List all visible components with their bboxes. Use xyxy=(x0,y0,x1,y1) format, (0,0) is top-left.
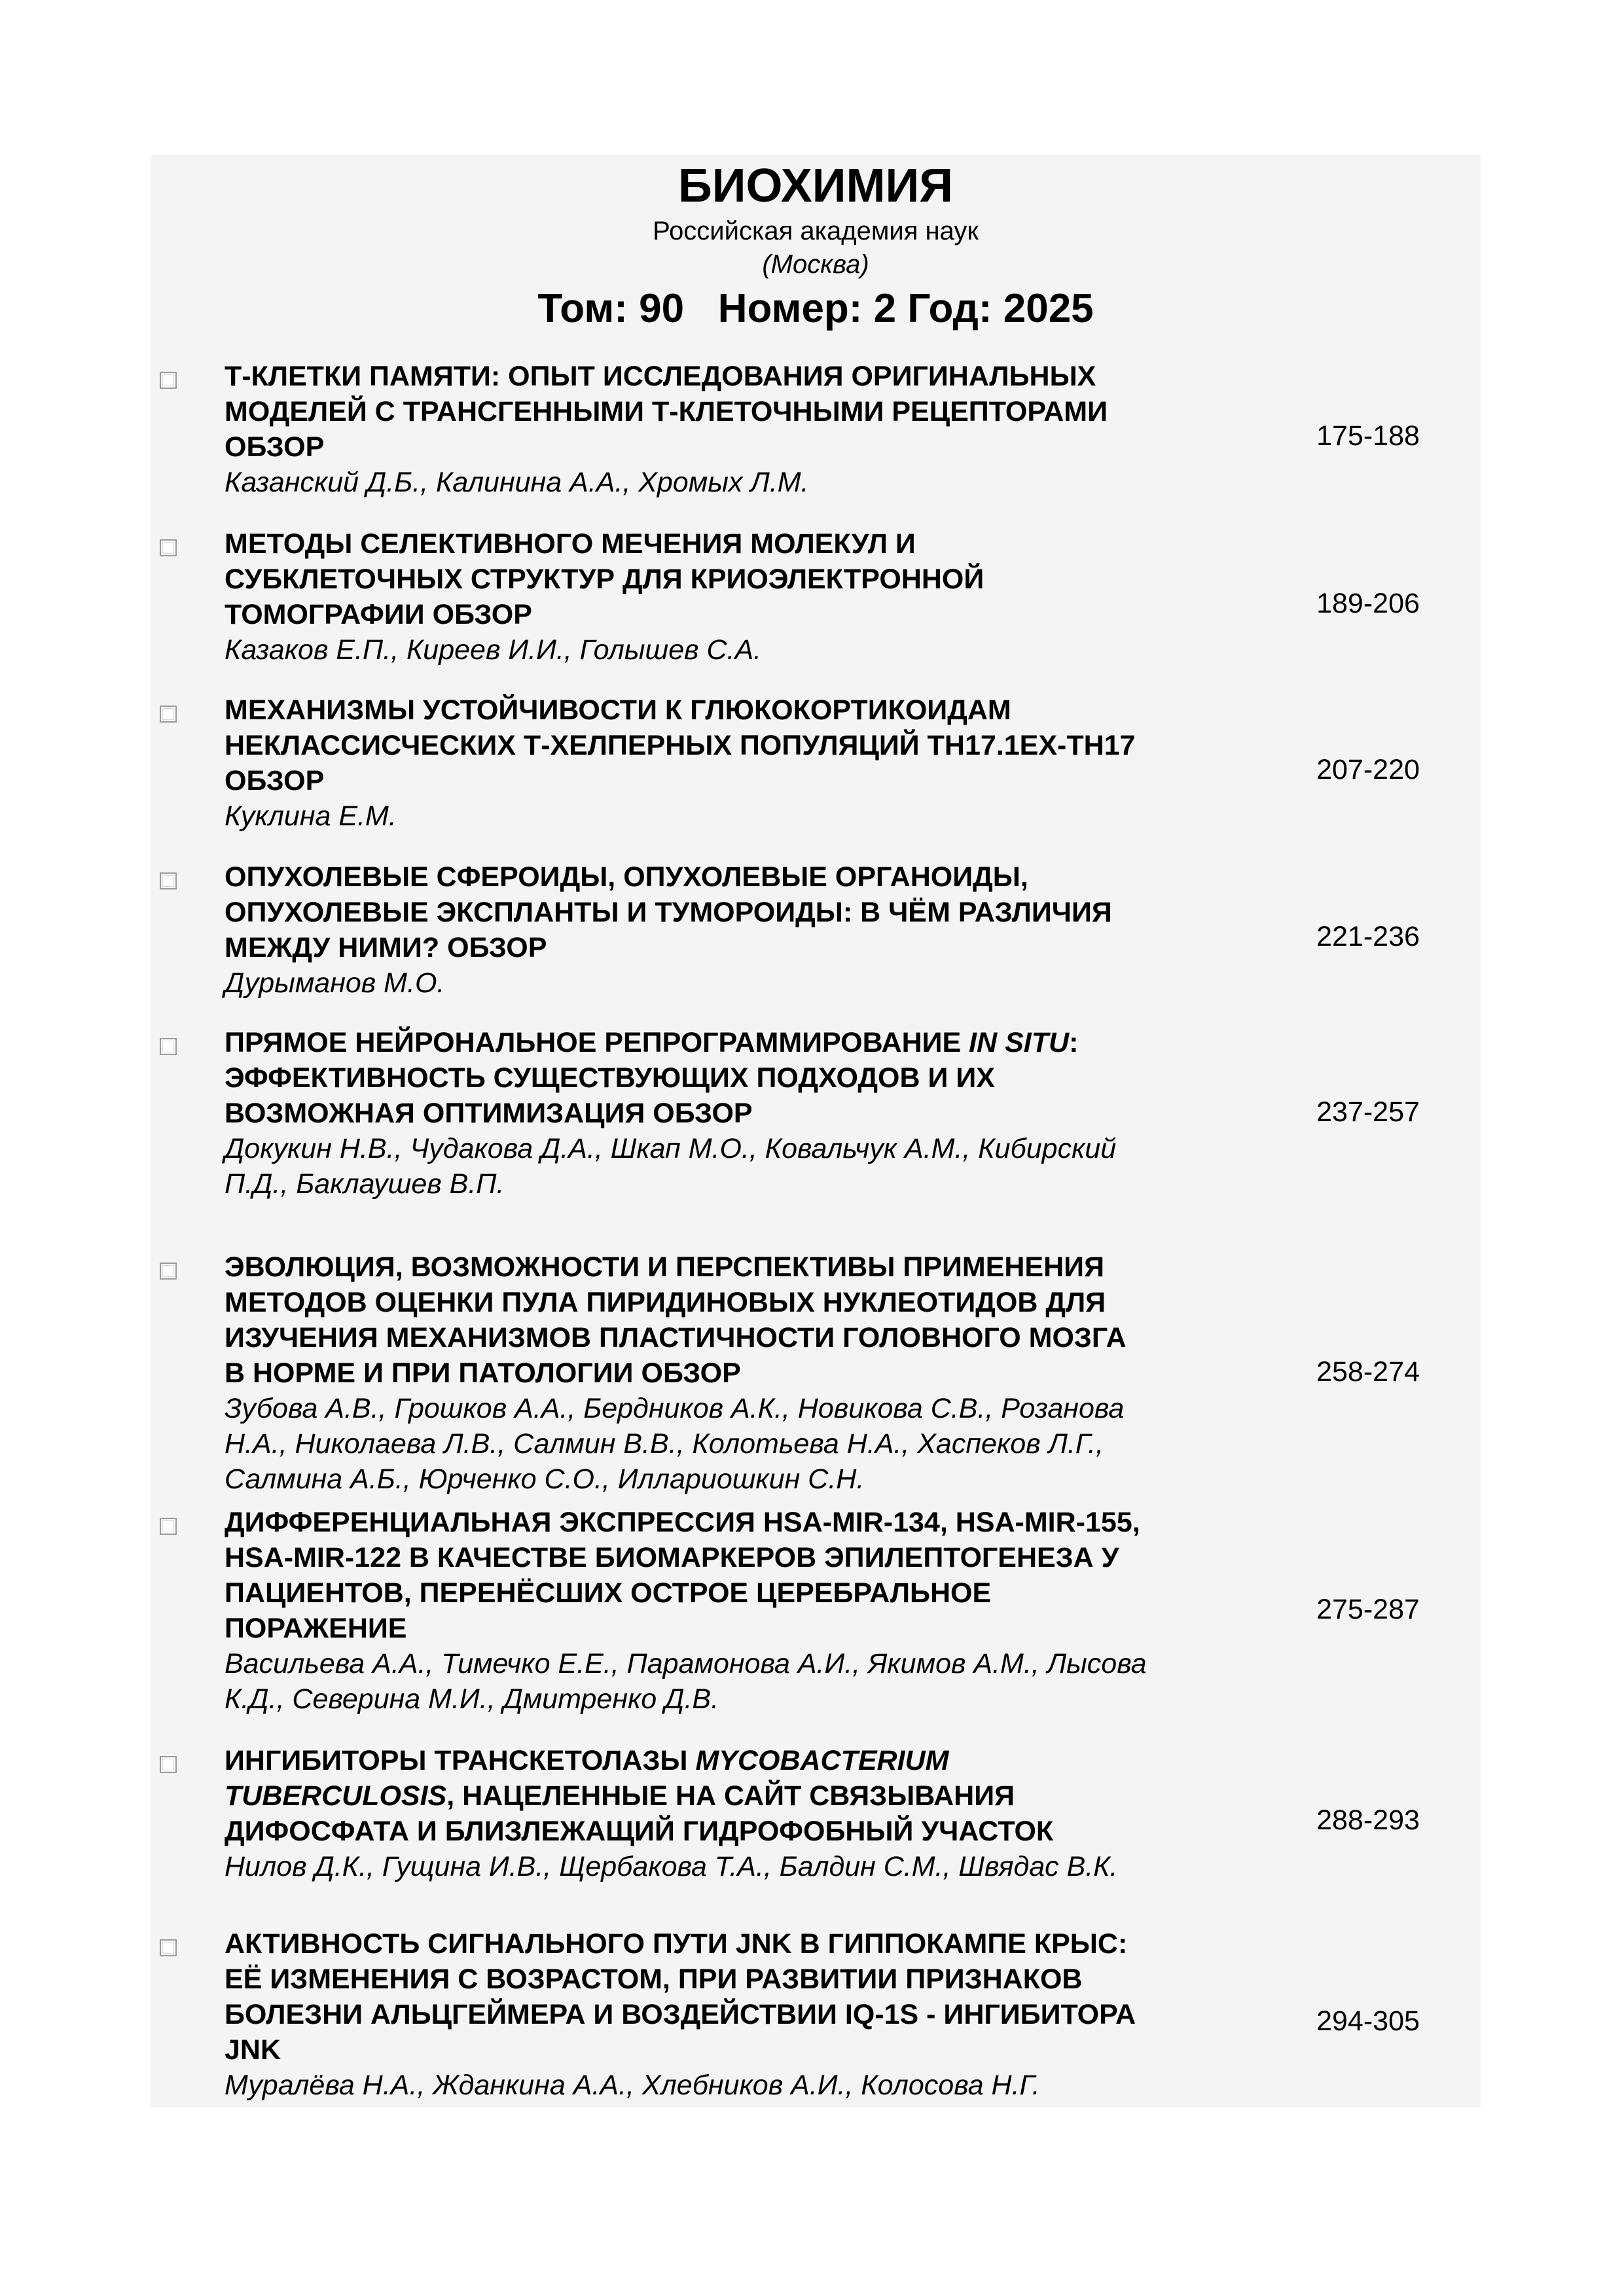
article-body xyxy=(225,1505,1370,1717)
publisher: Российская академия наук xyxy=(653,217,979,245)
article-authors xyxy=(225,1391,1370,1497)
article-title[interactable] xyxy=(225,1025,1370,1131)
article-title-line: ИЗУЧЕНИЯ МЕХАНИЗМОВ ПЛАСТИЧНОСТИ ГОЛОВНОГО МОЗГА xyxy=(225,1322,1127,1354)
article-body xyxy=(225,1249,1370,1497)
article-title-line: ЕЁ ИЗМЕНЕНИЯ С ВОЗРАСТОМ, ПРИ РАЗВИТИИ ПРИЗНАКОВ xyxy=(225,1964,1083,1995)
page-range: 294-305 xyxy=(1316,2005,1420,2037)
article-title-line: МЕХАНИЗМЫ УСТОЙЧИВОСТИ К ГЛЮКОКОРТИКОИДАМ xyxy=(225,694,1011,726)
select-checkbox[interactable] xyxy=(160,1756,177,1773)
article-authors-line: Казанский Д.Б., Калинина А.А., Хромых Л.М. xyxy=(225,467,809,498)
select-checkbox[interactable] xyxy=(160,372,177,389)
article-title-line: JNK xyxy=(225,2034,281,2066)
article-title-line: ВОЗМОЖНАЯ ОПТИМИЗАЦИЯ ОБЗОР xyxy=(225,1098,753,1129)
article-authors-line: Васильева А.А., Тимечко Е.Е., Парамонова А.И., Якимов А.М., Лысова xyxy=(225,1648,1147,1679)
article-title-line: ОБЗОР xyxy=(225,431,325,463)
article-title-line: ТОМОГРАФИИ ОБЗОР xyxy=(225,599,532,630)
year-label: Год: 2025 xyxy=(907,286,1094,331)
article-authors-line: П.Д., Баклаушев В.П. xyxy=(225,1168,505,1200)
article-authors xyxy=(225,632,1370,668)
article-authors-line: Салмина А.Б., Юрченко С.О., Иллариошкин С.Н. xyxy=(225,1463,865,1495)
article-title-line: ПАЦИЕНТОВ, ПЕРЕНЁСШИХ ОСТРОЕ ЦЕРЕБРАЛЬНОЕ xyxy=(225,1577,992,1609)
article-body xyxy=(225,859,1370,1001)
article-authors xyxy=(225,1646,1370,1717)
publisher-city: (Москва) xyxy=(762,250,869,279)
page-range: 175-188 xyxy=(1316,420,1420,452)
select-checkbox[interactable] xyxy=(160,1518,177,1535)
article-title-line: МОДЕЛЕЙ С ТРАНСГЕННЫМИ Т-КЛЕТОЧНЫМИ РЕЦЕПТОРАМИ xyxy=(225,396,1108,427)
article-body xyxy=(225,1025,1370,1202)
page-range: 189-206 xyxy=(1316,588,1420,619)
issue-info xyxy=(151,284,1481,334)
article-title-line: Т-КЛЕТКИ ПАМЯТИ: ОПЫТ ИССЛЕДОВАНИЯ ОРИГИНАЛЬНЫХ xyxy=(225,361,1096,392)
article-title[interactable] xyxy=(225,1249,1370,1391)
article-authors xyxy=(225,465,1370,500)
article-body xyxy=(225,359,1370,500)
article-authors xyxy=(225,2068,1370,2103)
article-title[interactable] xyxy=(225,526,1370,632)
article-title-line: TUBERCULOSIS, НАЦЕЛЕННЫЕ НА САЙТ СВЯЗЫВАНИЯ xyxy=(225,1780,1015,1812)
article-title-line: МЕТОДОВ ОЦЕНКИ ПУЛА ПИРИДИНОВЫХ НУКЛЕОТИДОВ ДЛЯ xyxy=(225,1287,1106,1318)
article-authors-line: Зубова А.В., Грошков А.А., Бердников А.К., Новикова С.В., Розанова xyxy=(225,1393,1125,1424)
article-title-line: ПОРАЖЕНИЕ xyxy=(225,1613,407,1644)
article-title-line: МЕТОДЫ СЕЛЕКТИВНОГО МЕЧЕНИЯ МОЛЕКУЛ И xyxy=(225,528,916,560)
page-range: 258-274 xyxy=(1316,1356,1420,1388)
contents-panel xyxy=(151,154,1481,2108)
article-title-line: АКТИВНОСТЬ СИГНАЛЬНОГО ПУТИ JNK В ГИППОКАМПЕ КРЫС: xyxy=(225,1928,1128,1960)
select-checkbox[interactable] xyxy=(160,1939,177,1956)
article-title-line: ОПУХОЛЕВЫЕ СФЕРОИДЫ, ОПУХОЛЕВЫЕ ОРГАНОИДЫ, xyxy=(225,861,1028,893)
select-checkbox[interactable] xyxy=(160,872,177,889)
article-authors-line: Н.А., Николаева Л.В., Салмин В.В., Колотьева Н.А., Хаспеков Л.Г., xyxy=(225,1428,1104,1460)
page-range: 237-257 xyxy=(1316,1096,1420,1128)
article-authors xyxy=(225,965,1370,1001)
page-range: 288-293 xyxy=(1316,1804,1420,1836)
article-authors xyxy=(225,798,1370,834)
page-range: 207-220 xyxy=(1316,754,1420,785)
select-checkbox[interactable] xyxy=(160,706,177,723)
article-title[interactable] xyxy=(225,1926,1370,2068)
article-title-line: ДИФОСФАТА И БЛИЗЛЕЖАЩИЙ ГИДРОФОБНЫЙ УЧАСТОК xyxy=(225,1816,1054,1847)
page-range: 275-287 xyxy=(1316,1594,1420,1625)
volume-label: Том: 90 xyxy=(537,286,685,331)
article-title[interactable] xyxy=(225,859,1370,965)
article-authors-line: Казаков Е.П., Киреев И.И., Голышев С.А. xyxy=(225,634,762,666)
article-title-line: В НОРМЕ И ПРИ ПАТОЛОГИИ ОБЗОР xyxy=(225,1357,741,1389)
article-title-line: HSA-MIR-122 В КАЧЕСТВЕ БИОМАРКЕРОВ ЭПИЛЕПТОГЕНЕЗА У xyxy=(225,1542,1119,1573)
article-title-line: МЕЖДУ НИМИ? ОБЗОР xyxy=(225,932,547,963)
article-authors-line: Куклина Е.М. xyxy=(225,800,397,832)
article-body xyxy=(225,1926,1370,2103)
article-authors-line: Дурыманов М.О. xyxy=(225,967,445,999)
article-body xyxy=(225,1743,1370,1884)
article-title-line: ЭФФЕКТИВНОСТЬ СУЩЕСТВУЮЩИХ ПОДХОДОВ И ИХ xyxy=(225,1062,995,1094)
article-title[interactable] xyxy=(225,1743,1370,1849)
article-authors-line: К.Д., Северина М.И., Дмитренко Д.В. xyxy=(225,1683,719,1715)
article-authors xyxy=(225,1849,1370,1884)
select-checkbox[interactable] xyxy=(160,1263,177,1280)
select-checkbox[interactable] xyxy=(160,1038,177,1055)
page-range: 221-236 xyxy=(1316,921,1420,952)
article-title-line: ДИФФЕРЕНЦИАЛЬНАЯ ЭКСПРЕССИЯ HSA-MIR-134, HSA-MIR-155, xyxy=(225,1507,1140,1538)
article-authors-line: Нилов Д.К., Гущина И.В., Щербакова Т.А., Балдин С.М., Швядас В.К. xyxy=(225,1851,1118,1882)
article-title-line: ИНГИБИТОРЫ ТРАНСКЕТОЛАЗЫ MYCOBACTERIUM xyxy=(225,1745,949,1776)
article-title-line: СУБКЛЕТОЧНЫХ СТРУКТУР ДЛЯ КРИОЭЛЕКТРОННОЙ xyxy=(225,564,984,595)
article-title[interactable] xyxy=(225,692,1370,798)
article-title-line: ОПУХОЛЕВЫЕ ЭКСПЛАНТЫ И ТУМОРОИДЫ: В ЧЁМ РАЗЛИЧИЯ xyxy=(225,897,1112,928)
article-authors xyxy=(225,1131,1370,1202)
article-title[interactable] xyxy=(225,1505,1370,1646)
article-authors-line: Докукин Н.В., Чудакова Д.А., Шкап М.О., Ковальчук А.М., Кибирский xyxy=(225,1133,1117,1164)
issue-label: Номер: 2 xyxy=(717,286,897,331)
journal-title: БИОХИМИЯ xyxy=(677,160,953,212)
article-title-line: ПРЯМОЕ НЕЙРОНАЛЬНОЕ РЕПРОГРАММИРОВАНИЕ IN SITU: xyxy=(225,1027,1079,1058)
article-title-line: ОБЗОР xyxy=(225,765,325,797)
article-body xyxy=(225,526,1370,668)
article-body xyxy=(225,692,1370,834)
article-title-line: БОЛЕЗНИ АЛЬЦГЕЙМЕРА И ВОЗДЕЙСТВИИ IQ-1S - ИНГИБИТОРА xyxy=(225,1999,1136,2030)
select-checkbox[interactable] xyxy=(160,539,177,556)
article-title-line: НЕКЛАССИСЧЕСКИХ Т-ХЕЛПЕРНЫХ ПОПУЛЯЦИЙ TH17.1EX-TH17 xyxy=(225,730,1136,761)
article-title[interactable] xyxy=(225,359,1370,465)
article-title-line: ЭВОЛЮЦИЯ, ВОЗМОЖНОСТИ И ПЕРСПЕКТИВЫ ПРИМЕНЕНИЯ xyxy=(225,1251,1104,1283)
article-authors-line: Муралёва Н.А., Жданкина А.А., Хлебников А.И., Колосова Н.Г. xyxy=(225,2070,1040,2101)
